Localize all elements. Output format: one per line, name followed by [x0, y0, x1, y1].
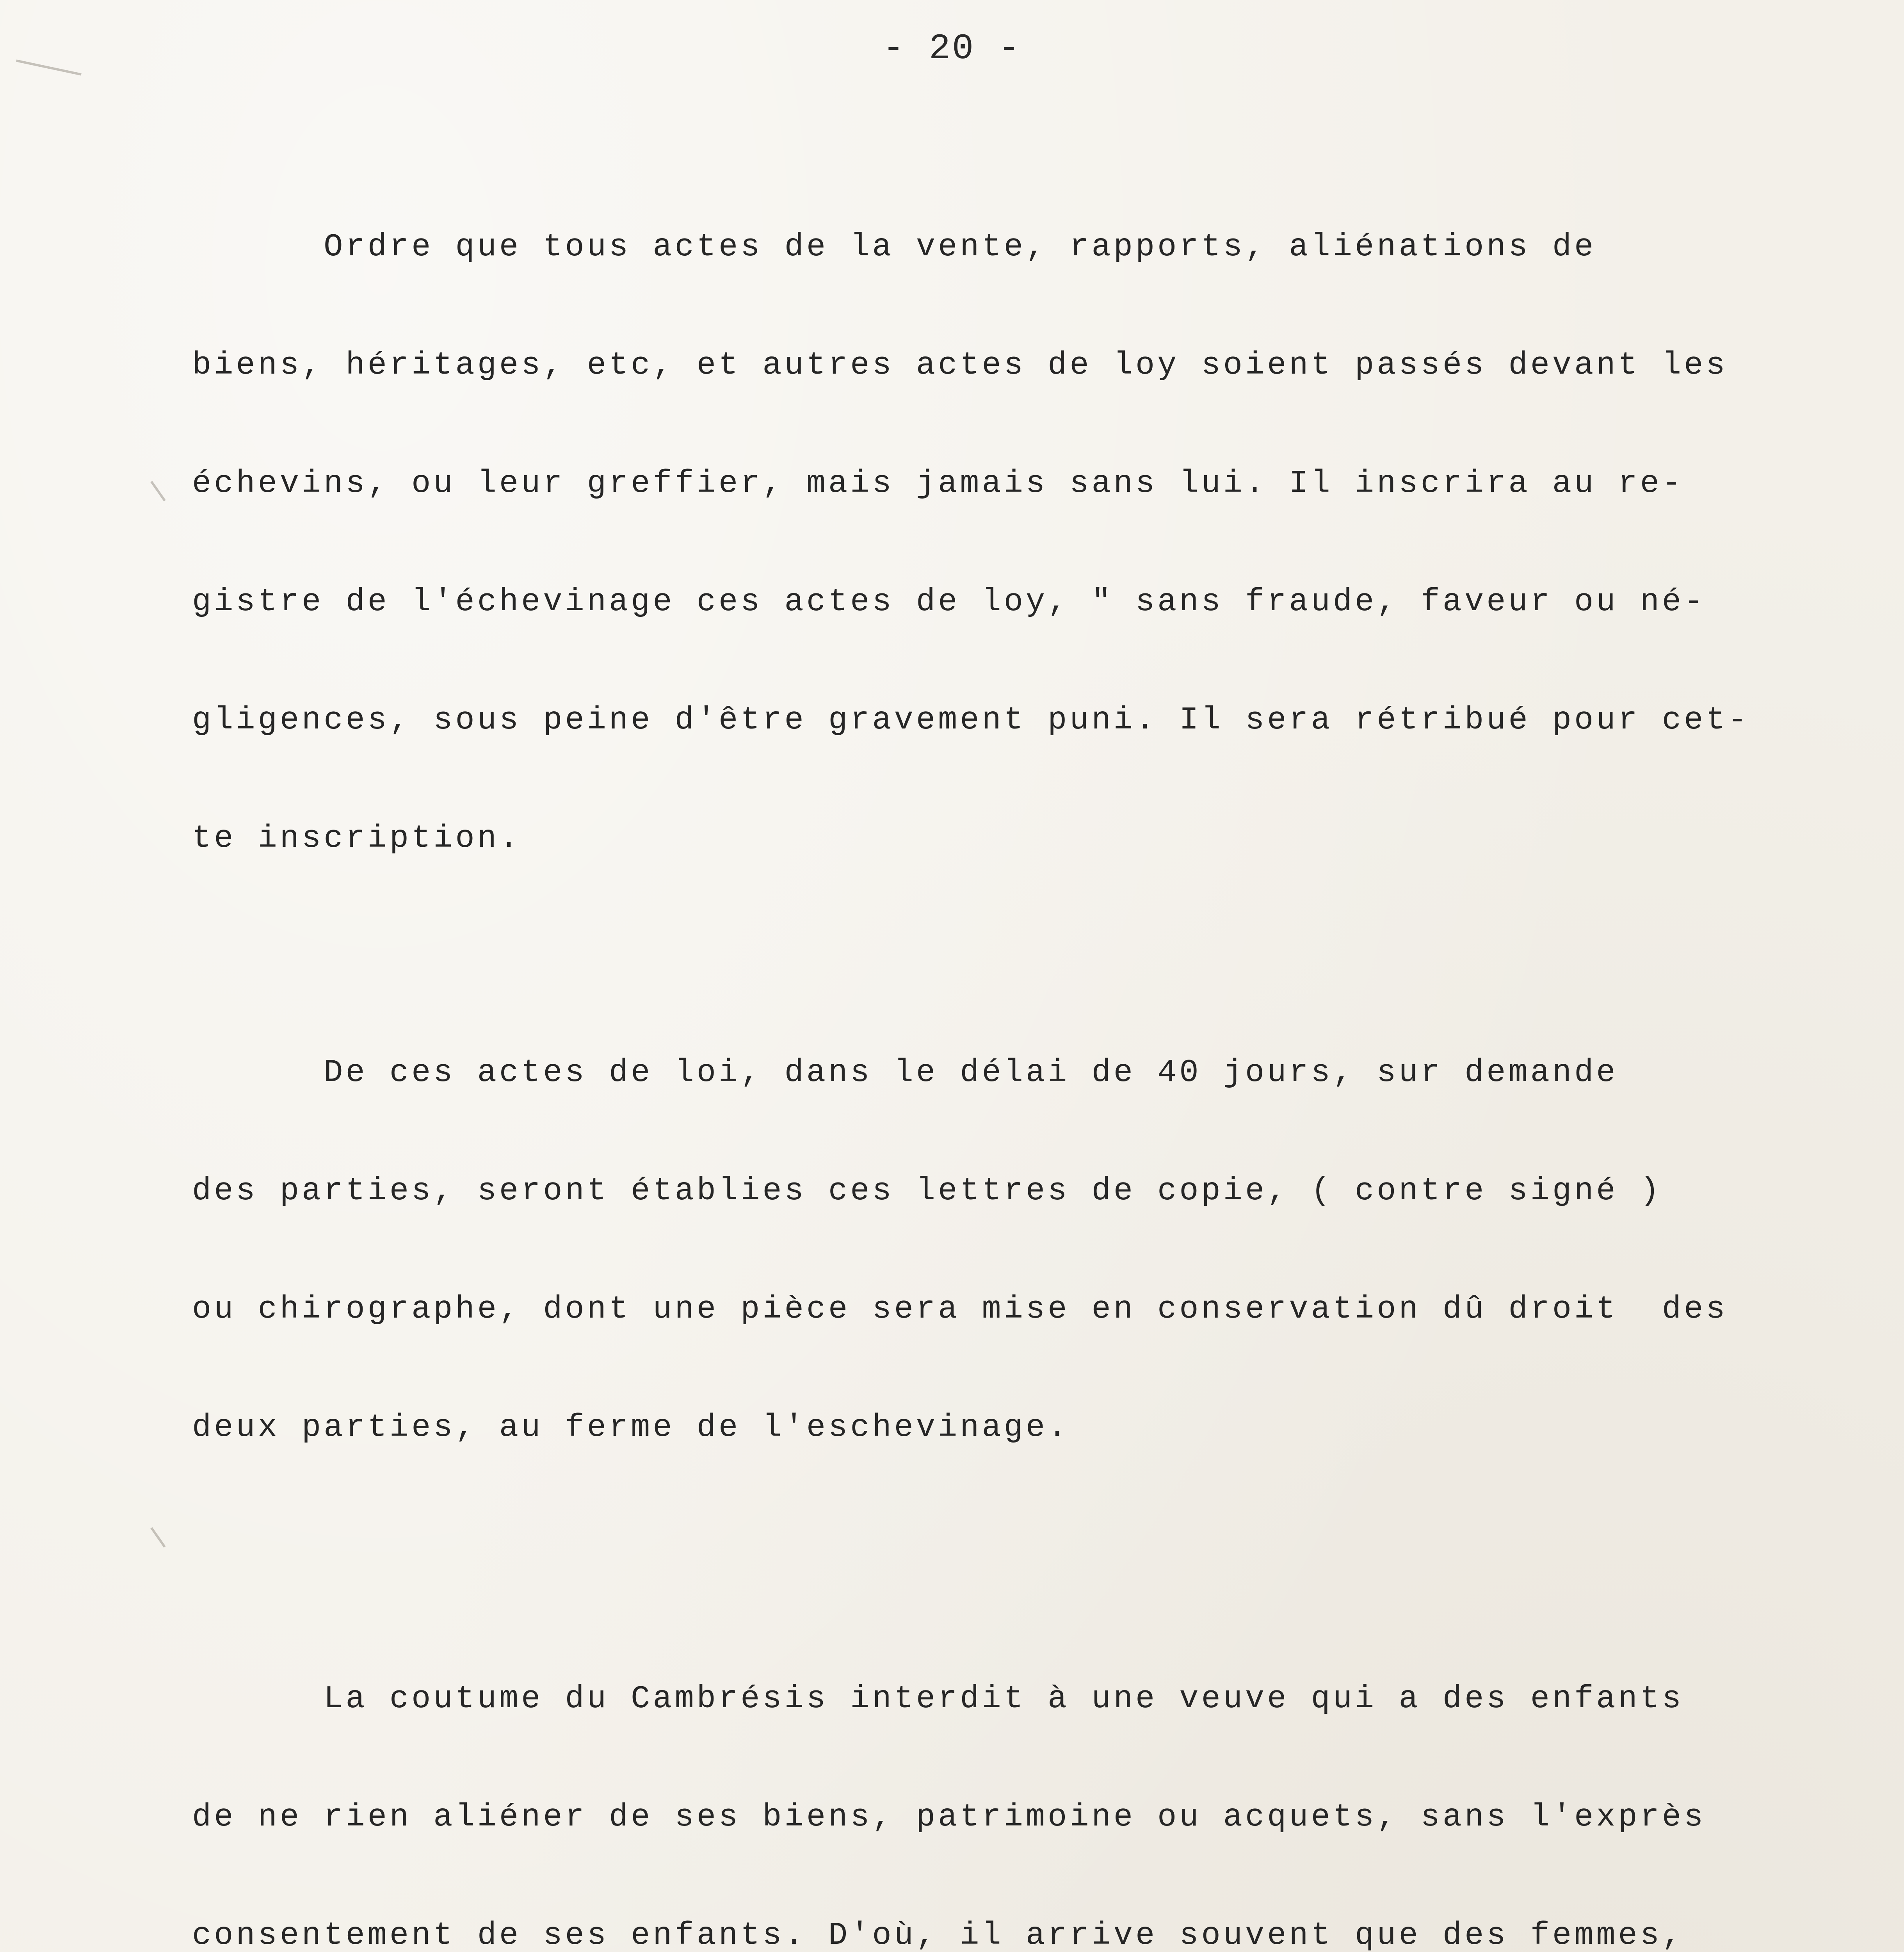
text-line: La coutume du Cambrésis interdit à une veuve qui a des enfants — [192, 1681, 1684, 1717]
page-number: - 20 - — [883, 28, 1021, 69]
text-line: gistre de l'échevinage ces actes de loy, " sans fraude, faveur ou né- — [192, 584, 1706, 620]
paragraph-echevins-acts — [192, 148, 1870, 937]
text-line: gligences, sous peine d'être gravement puni. Il sera rétribué pour cet- — [192, 702, 1750, 738]
margin-tick-left-2 — [150, 1527, 165, 1548]
paragraph-widow-custom — [192, 1600, 1870, 1952]
text-line: deux parties, au ferme de l'eschevinage. — [192, 1409, 1070, 1446]
text-line: de ne rien aliéner de ses biens, patrimoine ou acquets, sans l'exprès — [192, 1799, 1706, 1835]
paragraph-copy-letters — [192, 974, 1870, 1526]
text-line: te inscription. — [192, 820, 521, 857]
text-line: consentement de ses enfants. D'où, il arrive souvent que des femmes, — [192, 1917, 1684, 1952]
text-line: biens, héritages, etc, et autres actes de loy soient passés devant les — [192, 347, 1728, 383]
text-line: ou chirographe, dont une pièce sera mise en conservation dû droit des — [192, 1291, 1728, 1327]
margin-tick-left-1 — [150, 481, 165, 502]
text-line: échevins, ou leur greffier, mais jamais sans lui. Il inscrira au re- — [192, 465, 1684, 502]
document-body — [192, 148, 1870, 1952]
text-line: des parties, seront établies ces lettres de copie, ( contre signé ) — [192, 1173, 1662, 1209]
text-line: De ces actes de loi, dans le délai de 40 jours, sur demande — [192, 1054, 1618, 1091]
text-line: Ordre que tous actes de la vente, rapports, aliénations de — [192, 229, 1596, 265]
